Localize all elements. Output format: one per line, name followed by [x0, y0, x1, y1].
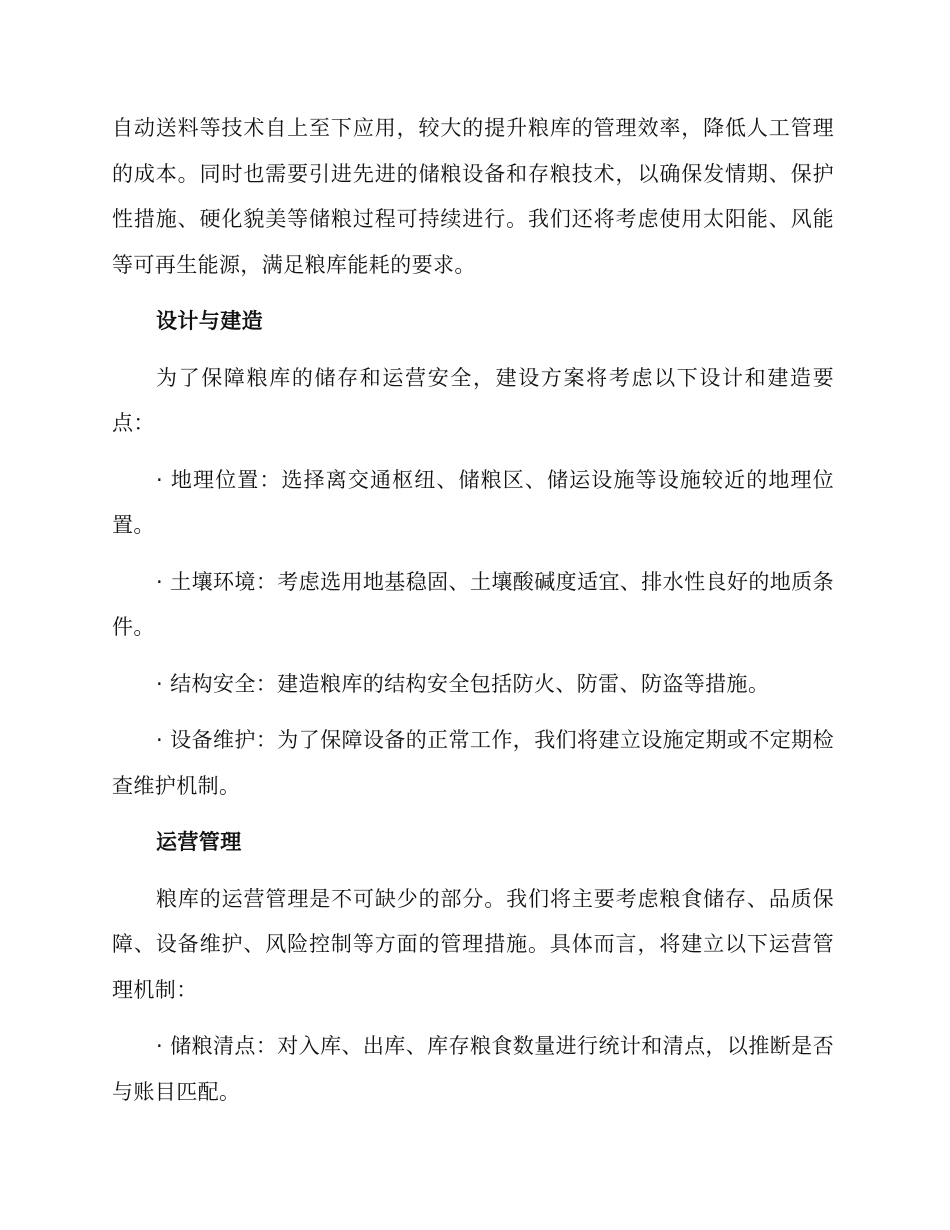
section-heading-ops: 运营管理	[156, 830, 242, 854]
ops-lead-paragraph: 粮库的运营管理是不可缺少的部分。我们将主要考虑粮食储存、品质保障、设备维护、风险控制等方面的管理措施。具体而言，将建立以下运营管理机制：	[112, 886, 834, 1002]
intro-paragraph: 自动送料等技术自上至下应用，较大的提升粮库的管理效率，降低人工管理的成本。同时也需要引进先进的储粮设备和存粮技术，以确保发情期、保护性措施、硬化貌美等储粮过程可持续进行。我们还将考虑使用太阳能、风能等可再生能源，满足粮库能耗的要求。	[112, 116, 834, 277]
document-page	[112, 106, 834, 1115]
design-item-soil: · 土壤环境：考虑选用地基稳固、土壤酸碱度适宜、排水性良好的地质条件。	[112, 569, 834, 639]
design-item-location: · 地理位置：选择离交通枢纽、储粮区、储运设施等设施较近的地理位置。	[112, 467, 834, 537]
design-lead-paragraph: 为了保障粮库的储存和运营安全，建设方案将考虑以下设计和建造要点：	[112, 365, 834, 435]
design-item-structure: · 结构安全：建造粮库的结构安全包括防火、防雷、防盗等措施。	[156, 671, 770, 696]
design-item-maintenance: · 设备维护：为了保障设备的正常工作，我们将建立设施定期或不定期检查维护机制。	[112, 728, 834, 798]
ops-item-inventory: · 储粮清点：对入库、出库、库存粮食数量进行统计和清点，以推断是否与账目匹配。	[112, 1034, 834, 1104]
section-heading-design: 设计与建造	[156, 309, 263, 333]
